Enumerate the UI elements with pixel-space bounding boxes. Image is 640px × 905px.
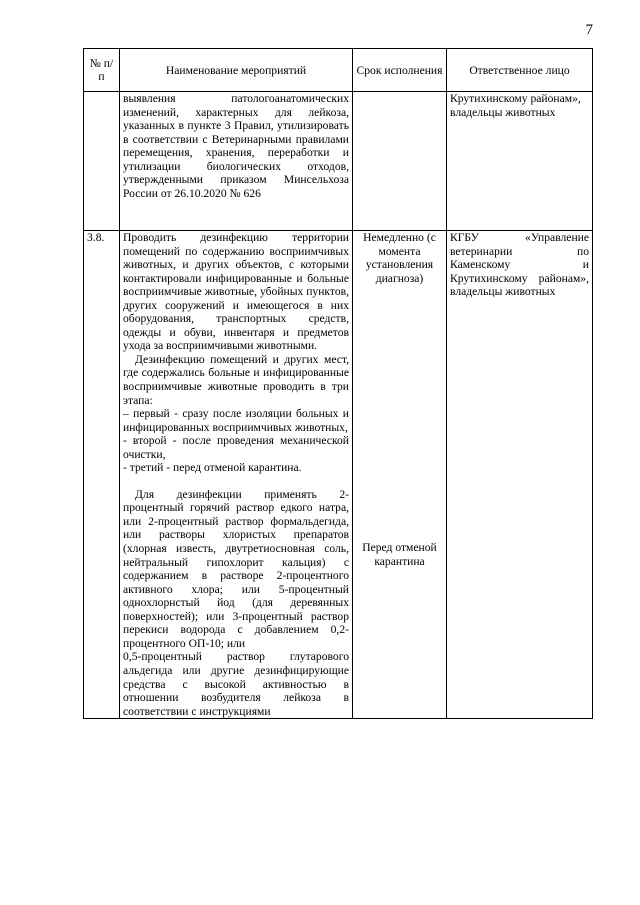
row-responsible (447, 231, 593, 719)
action-paragraph: Для дезинфекции применять 2-процентный горячий раствор едкого натра, или 2-процентный раствор формальдегида, или растворы хлористых препаратов (хлорная известь, двутретиосновная соль, нейтральный гипохлорит кальция) с содержанием в растворе 2-процентного активного хлора; или 5-процентный однохлорнстый йод (для деревянных поверхностей); или 3-процентный раствор перекиси водорода с добавлением 0,2-процентного ОП-10; или (123, 487, 349, 650)
row-term (353, 231, 447, 719)
action-paragraph: Дезинфекцию помещений и других мест, где содержались больные и инфицированные восприимчивые животные проводить в три этапа: (123, 352, 349, 407)
table-header-row (84, 49, 593, 92)
header-action: Наименование мероприятий (120, 49, 353, 92)
responsible-text: КГБУ «Управление ветеринарии по Каменскому и Крутихинскому районам», владельцы животных (450, 231, 589, 299)
table-row (84, 92, 593, 231)
row-action (120, 231, 353, 719)
row-action (120, 92, 353, 231)
action-paragraph: 0,5-процентный раствор глутарового альдегида или другие дезинфицирующие средства с высокой активностью в отношении возбудителя лейкоза в соответствии с инструкциями (123, 650, 349, 718)
row-responsible: Крутихинскому районам», владельцы животных (447, 92, 593, 231)
action-paragraph: – первый - сразу после изоляции больных и инфицированных восприимчивых животных, (123, 407, 349, 434)
header-num: № п/п (84, 49, 120, 92)
page-number: 7 (585, 22, 593, 38)
term-before-quarantine-end: Перед отменой карантина (362, 541, 437, 568)
action-paragraph: Проводить дезинфекцию территории помещений по содержанию восприимчивых животных, и других объектов, с которыми контактировали инфицированные и больные восприимчивые животные, убойных пунктов, других сооружений и имеющегося в них оборудования, транспортных средств, одежды и обуви, инвентаря и предметов ухода за восприимчивыми животными. (123, 231, 349, 353)
header-responsible: Ответственное лицо (447, 49, 593, 92)
action-paragraph: - третий - перед отменой карантина. (123, 461, 302, 475)
measures-table (83, 48, 593, 719)
table-row (84, 231, 593, 719)
row-num: 3.8. (84, 231, 120, 719)
action-paragraph: - второй - после проведения механической очистки, (123, 434, 349, 461)
row-term (353, 92, 447, 231)
action-paragraph: выявления патологоанатомических изменений, характерных для лейкоза, указанных в пункте 3 Правил, утилизировать в соответствии с Ветеринарными правилами перемещения, хранения, переработки и утилизации биологических отходов, утвержденными приказом Минсельхоза России от 26.10.2020 № 626 (123, 92, 349, 200)
row-num (84, 92, 120, 231)
term-immediately: Немедленно (с момента установления диагноза) (363, 231, 436, 285)
header-term: Срок исполнения (353, 49, 447, 92)
